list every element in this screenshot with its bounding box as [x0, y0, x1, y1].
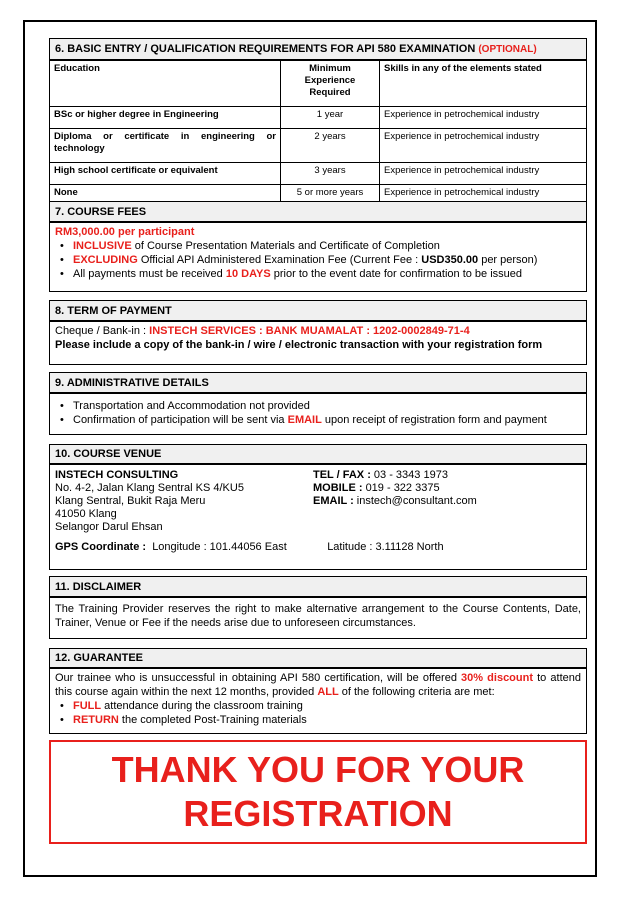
- table-row: [50, 163, 587, 185]
- row-education: BSc or higher degree in Engineering: [50, 107, 281, 129]
- company-name: INSTECH CONSULTING: [55, 469, 179, 481]
- gps-longitude: Longitude : 101.44056 East: [152, 541, 287, 553]
- section-11-title: 11. DISCLAIMER: [55, 580, 142, 593]
- gps-latitude: Latitude : 3.11128 North: [327, 541, 444, 553]
- criteria-full: [73, 699, 581, 713]
- price-line: RM3,000.00 per participant: [55, 226, 195, 238]
- confirm-email: EMAIL: [287, 414, 322, 426]
- criteria-return-label: RETURN: [73, 714, 119, 726]
- criteria-full-text: attendance during the classroom training: [101, 700, 303, 712]
- criteria-return-text: the completed Post-Training materials: [118, 714, 307, 726]
- address-line: Selangor Darul Ehsan: [55, 521, 163, 533]
- row-experience: 5 or more years: [281, 185, 380, 207]
- section-12-header: [49, 648, 587, 668]
- guarantee-discount: 30% discount: [461, 672, 534, 684]
- col-skills: Skills in any of the elements stated: [380, 61, 587, 107]
- admin-confirmation: [73, 413, 581, 427]
- guarantee-text-a: Our trainee who is unsuccessful in obtaining API 580 certification, will be offered: [55, 672, 462, 684]
- disclaimer-text: The Training Provider reserves the right to make alternative arrangement to the Course Contents, Date, Trainer, Venue or Fee if the needs arise due to unforeseen circumstances.: [55, 603, 581, 629]
- inclusive-text: of Course Presentation Materials and Certificate of Completion: [131, 240, 440, 252]
- row-education: High school certificate or equivalent: [50, 163, 281, 185]
- row-skill: Experience in petrochemical industry: [380, 129, 587, 163]
- exam-fee: USD350.00: [421, 254, 479, 266]
- row-skill: Experience in petrochemical industry: [380, 107, 587, 129]
- fee-inclusive: [73, 239, 581, 253]
- bank-label: Cheque / Bank-in :: [55, 325, 150, 337]
- col-experience: Minimum Experience Required: [281, 61, 380, 107]
- guarantee-text-b: to attend this course again within the next 12 months, provided: [55, 672, 581, 698]
- section-9-header: [49, 372, 587, 393]
- bank-details: INSTECH SERVICES : BANK MUAMALAT : 1202-0002849-71-4: [149, 325, 470, 337]
- section-9-title: 9. ADMINISTRATIVE DETAILS: [55, 376, 209, 389]
- deadline-text-b: prior to the event date for confirmation to be issued: [270, 268, 523, 280]
- bank-note: Please include a copy of the bank-in / wire / electronic transaction with your registration form: [55, 339, 543, 351]
- table-row: [50, 107, 587, 129]
- confirm-text-b: upon receipt of registration form and payment: [321, 414, 547, 426]
- row-skill: Experience in petrochemical industry: [380, 185, 587, 207]
- guarantee-body: [49, 668, 587, 734]
- excluding-label: EXCLUDING: [73, 254, 138, 266]
- excluding-text: Official API Administered Examination Fee (Current Fee :: [137, 254, 422, 266]
- mobile-value: 019 - 322 3375: [365, 482, 440, 494]
- optional-label: (OPTIONAL): [478, 43, 537, 55]
- mobile-label: MOBILE :: [313, 482, 366, 494]
- disclaimer-body: [49, 597, 587, 639]
- row-education: Diploma or certificate in engineering or technology: [50, 129, 281, 163]
- col-education: Education: [50, 61, 281, 107]
- payment-body: [49, 321, 587, 365]
- row-experience: 2 years: [281, 129, 380, 163]
- requirements-table: [49, 60, 587, 207]
- thank-you-banner: [49, 740, 587, 844]
- thank-you-line-2: REGISTRATION: [183, 793, 453, 834]
- table-row: [50, 129, 587, 163]
- table-header-row: [50, 61, 587, 107]
- section-8-title: 8. TERM OF PAYMENT: [55, 304, 172, 317]
- tel-label: TEL / FAX :: [313, 469, 374, 481]
- course-fees-body: [49, 222, 587, 292]
- inclusive-label: INCLUSIVE: [73, 240, 132, 252]
- section-10-title: 10. COURSE VENUE: [55, 448, 162, 460]
- thank-you-line-1: THANK YOU FOR YOUR: [111, 749, 525, 790]
- venue-address: [55, 469, 313, 534]
- address-line: 41050 Klang: [55, 508, 117, 520]
- section-11-header: [49, 576, 587, 597]
- section-7-title: 7. COURSE FEES: [55, 205, 147, 218]
- address-line: No. 4-2, Jalan Klang Sentral KS 4/KU5: [55, 482, 244, 494]
- section-10-header: [49, 444, 587, 464]
- criteria-full-label: FULL: [73, 700, 102, 712]
- admin-transport: • Transportation and Accommodation not provided: [73, 399, 581, 413]
- section-6-title: 6. BASIC ENTRY / QUALIFICATION REQUIREMENTS FOR API 580 EXAMINATION: [55, 43, 476, 55]
- guarantee-paragraph: [55, 671, 581, 699]
- email-value[interactable]: instech@consultant.com: [356, 495, 477, 507]
- gps-label: GPS Coordinate :: [55, 541, 147, 553]
- section-8-header: [49, 300, 587, 321]
- section-12-title: 12. GUARANTEE: [55, 652, 144, 664]
- section-6-header: [49, 38, 587, 60]
- row-experience: 1 year: [281, 107, 380, 129]
- row-experience: 3 years: [281, 163, 380, 185]
- deadline-days: 10 DAYS: [225, 268, 271, 280]
- email-label: EMAIL :: [313, 495, 357, 507]
- address-line: Klang Sentral, Bukit Raja Meru: [55, 495, 206, 507]
- admin-body: [49, 393, 587, 435]
- venue-body: [49, 464, 587, 570]
- guarantee-text-c: of the following criteria are met:: [338, 686, 495, 698]
- fee-excluding: [73, 253, 581, 267]
- venue-contacts: [313, 469, 477, 534]
- excluding-end: per person): [478, 254, 538, 266]
- deadline-text-a: All payments must be received: [73, 268, 226, 280]
- criteria-return: [73, 713, 581, 727]
- tel-value: 03 - 3343 1973: [373, 469, 448, 481]
- section-7-header: [49, 201, 587, 222]
- venue-grid: [55, 469, 581, 534]
- row-skill: Experience in petrochemical industry: [380, 163, 587, 185]
- guarantee-all: ALL: [317, 686, 339, 698]
- bank-line: [55, 324, 581, 338]
- confirm-text-a: Confirmation of participation will be sent via: [73, 414, 288, 426]
- gps-line: [55, 540, 581, 554]
- row-education: None: [50, 185, 281, 207]
- fee-payment-deadline: [73, 267, 581, 281]
